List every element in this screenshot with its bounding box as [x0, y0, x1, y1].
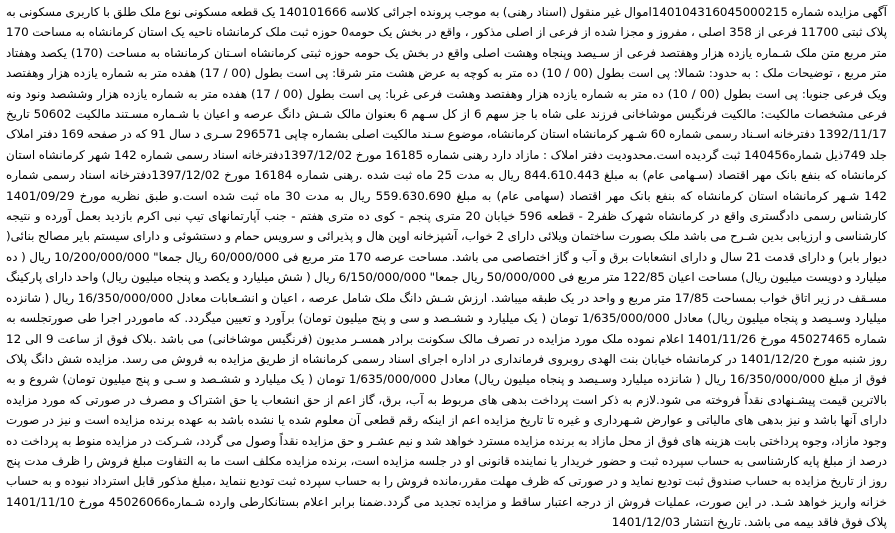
- notice-body-text: آگهی مزایده شماره 140104316045000215اموال غیر منقول (اسناد رهنی) به موجب پرونده اجرائی کلاسه 140101666 یک قطعه مسکونی نوع ملک طلق با کاربری مسکونی به پلاک ثبتی 11700 فرعی از 358 اصلی ، مفروز و مجزا شده از فرعی از اصلی مذکور ، واقع در بخش یک حومه0 حوزه ثبت ملک کرمانشاه ناحیه یک استان کرمانشاه به مساحت 170 متر مربع متن ملک شـماره یازده هزار وهفتصد فرعی از سـیصد وپنجاه وهشت اصلی واقع در بخش یک حومه حوزه ثبتی کرمانشاه اسـتان کرمانشاه به مساحت (170) یکصد وهفتاد متر مربع ، توضیحات ملک : به حدود: شمالا: پی است بطول (00 / 10) ده متر به کوچه به عرض هشت متر شرقا: پی است بطول (00 / 17) هفده متر به شماره یازده هزار وهفتصد ویک فرعی جنوبا: پی است بطول (00 / 10) ده متر به شماره یازده هزار وهفتصد وهشت فرعی غربا: پی است بطول (00 / 17) هفده متر به شماره یازده هزار وششصد ونود ونه فرعی مشخصات مالکیت: مالکیت فرنگیس موشاخانی فرزند علی شاه با جز سهم 6 از کل سـهم 6 بعنوان مالک شـش دانگ عرصه و اعیان با شـماره مسـتند مالکیت 50602 تاریخ 1392/11/17 دفترخانه اسـناد رسمی شماره 60 شـهر کرمانشاه استان کرمانشاه، موضوع سـند مالکیت اصلی بشماره چاپی 296571 سـری د سال 91 که در صفحه 169 دفتر املاک جلد 749ذیل شماره140456 ثبت گردیده است.محدودیت دفتر املاک : مازاد دارد رهنی شماره 16185 مورخ 1397/12/02دفترخانه اسناد رسمی شماره 142 شهر کرمانشاه استان کرمانشاه که بنفع بانک مهر اقتصاد (سـهامی عام) به مبلغ 844.610.443 ریال به مدت 25 ماه ثبت شده .رهنی شماره 16184 مورخ 1397/12/02دفترخانه اسناد رسمی شماره 142 شـهر کرمانشاه استان کرمانشاه که بنفع بانک مهر اقتصاد (سهامی عام) به مبلغ 559.630.690 ریال به مدت 30 ماه ثبت شده است.و طبق نظریه مورخ 1401/09/29 کارشناس رسمی دادگستری واقع در کرمانشاه شهرک ظفر2 - قطعه 596 خیابان 20 متری پنجم - کوی ده متری هفتم - جنب آپارتمانهای تیپ نبی اکرم بازدید بعمل آورده و نتیجه کارشناسی و ارزیابی بدین شـرح می باشد ملک بصورت ساختمان ویلائی دارای 2 خواب، آشپزخانه اوپن هال و پذیرائی و سرویس حمام و دستشوئی و دارای سیستم بایر مصالح بنائی( دیوار بابر) و دارای قدمت 21 سال و دارای انشعابات برق و آب و گاز اختصاصی می باشد. مساحت عرصه 170 متر مربع فی 60/000/000 ریال جمعا" 10/200/000/000 ریال ( ده میلیارد و دویست میلیون ریال) مساحت اعیان 122/85 متر مربع فی 50/000/000 ریال جمعا" 6/150/000/000 ریال ( شش میلیارد و یکصد و پنجاه میلیون ریال) واحد دارای پارکینگ مسـقف در زیر اتاق خواب بمساحت 17/85 متر مربع و واحد در یک طبقه میباشد. ارزش شـش دانگ ملک شامل عرصه ، اعیان و انشـعابات معادل 16/350/000/000 ریال ( شانزده میلیارد وسـیصد و پنجاه میلیون ریال) معادل 1/635/000/000 تومان ( یک میلیارد و ششـصد و سی و پنج میلیون تومان) برآورد و تعیین میگردد. که ماموردر اجرا طی صورتجلسه به شماره 45027465 مورخ 1401/11/26 اعلام نموده ملک مورد مزایده در تصرف مالک سکونت برادر همسـر مدیون (فرنگیس موشاخانی) می باشد .بلاک فوق از ساعت 9 الی 12 روز شنبه مورخ 1401/12/20 در کرمانشاه خیابان بنت الهدی روبروی فرمانداری در اداره اجرای اسناد رسمی کرمانشاه از طریق مزایده به فروش می رسد. مزایده شش دانگ پلاک فوق از مبلغ 16/350/000/000 ریال ( شانزده میلیارد وسـیصد و پنجاه میلیون ریال) معادل 1/635/000/000 تومان ( یک میلیارد و ششـصد و سـی و پنج میلیون تومان) شروع و به بالاترین قیمت پیشـنهادی نقداً فروخته می شود.لازم به ذکر است پرداخت بدهی های مربوط به آب، برق، گاز اعم از حق انشعاب یا حق اشتراک و مصرف در صورتی که مورد مزایده دارای آنها باشد و نیز بدهی های مالیاتی و عوارض شـهرداری و غیره تا تاریخ مزایده اعم از اینکه رقم قطعی آن معلوم شده یا نشده باشد به عهده برنده مزایده است و نیز در صورت وجود مازاد، وجوه پرداختی بابت هزینه های فوق از محل مازاد به برنده مزایده مسترد خواهد شد و نیم عشـر و حق مزایده نقداً وصول می گردد، شـرکت در مزایده منوط به پرداخت ده درصد از مبلغ پایه کارشناسی به حساب سپرده ثبت و حضور خریدار یا نماینده قانونی او در جلسه مزایده است، برنده مزایده مکلف است ما به التفاوت مبلغ فروش را ظرف مدت پنج روز از تاریخ مزایده به حساب صندوق ثبت تودیع نماید و در صورتی که ظرف مهلت مقرر،مانده فروش را به حساب سپرده ثبت تودیع ننماید ،مبلغ مذکور قابل استرداد نبوده و به حساب خزانه واریز خواهد شـد. در این صورت، عملیات فروش از درجه اعتبار ساقط و مزایده تجدید می گردد.ضمنا برابر اعلام بستانکارطی وارده شـماره45026066 مورخ 1401/11/10 پلاک فوق فاقد بیمه می باشد. تاریخ انتشار 1401/12/03: [6, 5, 888, 530]
